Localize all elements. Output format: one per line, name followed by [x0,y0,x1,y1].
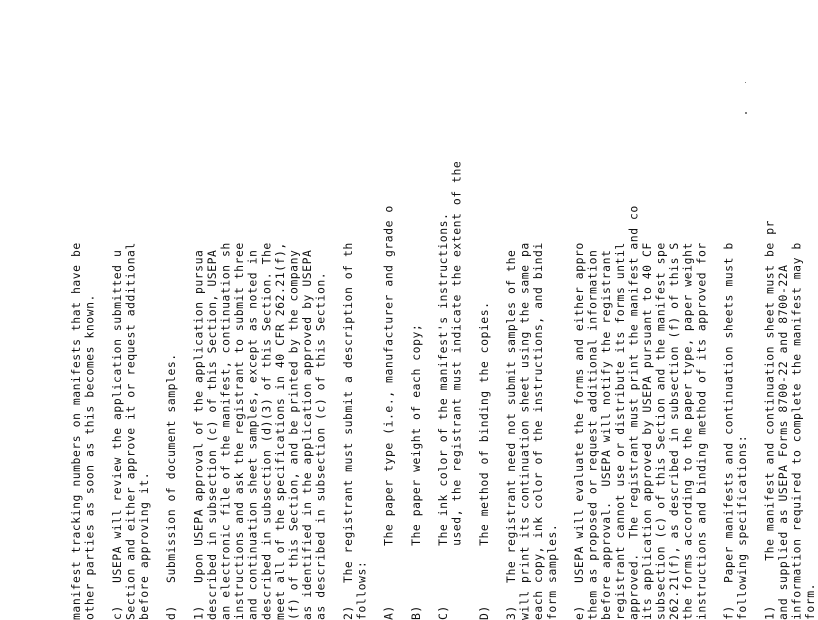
document-paragraph [70,100,97,620]
document-paragraph [573,100,709,620]
document-line: the forms according to the paper type, paper weight [680,242,695,620]
document-line: instructions and binding method of its approved for [694,242,709,620]
paragraph-gap [423,100,437,620]
paragraph-gap [179,100,193,620]
document-line: meet all of the specifications in 40 CFR 262.21(f), [272,242,287,620]
document-line: as identified in the application approved by USEPA [300,249,315,620]
document-line: f) Paper manifests and continuation sheets must b [721,242,736,620]
document-line: will print its continuation sheet using the same pa [517,242,532,620]
document-paragraph [478,100,492,620]
document-paragraph [192,100,328,620]
scan-speck [745,82,746,83]
document-line: its application approved by USEPA pursuant to 40 CF [639,242,654,620]
document-line: before approving it. [136,471,151,620]
document-line: 262.21(f), as described in subsection (f) of this S [667,242,682,620]
document-line: and continuation sheet samples, except as noted in [245,249,260,620]
document-line: each copy, ink color of the instructions, and bindi [531,242,546,620]
document-line: as described in subsection (c) of this Section. [313,271,328,620]
rotated-document-body [69,100,818,620]
document-line: 3) The registrant need not submit samples of the [504,249,518,620]
paragraph-gap [369,100,383,620]
document-line: (f) of this Section, and be printed by the company [286,249,301,620]
paragraph-gap [750,100,764,620]
paragraph-gap [464,100,478,620]
document-paragraph [505,100,559,620]
document-line: c) USEPA will review the application submitted u [109,249,124,620]
document-line: C) The ink color of the manifest's instructions. [436,212,451,620]
document-paragraph [383,100,397,620]
paragraph-gap [396,100,410,620]
document-line: an electronic file of the manifest, continuation sh [218,242,233,620]
document-line: follows: [354,560,369,620]
document-line: D) The method of binding the copies. [476,301,491,620]
document-paragraph [111,100,152,620]
document-line: used, the registrant must indicate the extent of the [449,160,464,620]
document-line: and supplied as USEPA Forms 8700-22 and 8700-22A [775,264,790,620]
document-line: Section and either approve it or request additional [123,242,138,620]
document-paragraph [342,100,369,620]
paragraph-gap [709,100,723,620]
paragraph-gap [328,100,342,620]
document-line: e) USEPA will evaluate the forms and either appro [571,242,586,620]
document-line: instructions and ask the registrant to submit three [232,242,247,620]
paragraph-gap [152,100,166,620]
document-line: A) The paper type (i.e., manufacturer and grade o [381,205,396,620]
paragraph-gap [559,100,573,620]
document-line: before approval. USEPA will notify the registrant [599,249,614,620]
document-paragraph [437,100,464,620]
document-line: d) Submission of document samples. [164,353,179,620]
document-line: registrant cannot use or distribute its forms until [612,242,627,620]
document-line: 2) The registrant must submit a description of th [340,242,355,620]
document-line: form samples. [544,523,559,620]
document-line: approved. The registrant must print the manifest and co [626,205,641,620]
document-paragraph [410,100,424,620]
document-line: B) The paper weight of each copy; [408,323,423,620]
document-line: form. [803,582,818,620]
document-paragraph [165,100,179,620]
paragraph-gap [491,100,505,620]
scan-speck [745,112,747,114]
document-line: other parties as soon as this becomes known. [82,294,97,620]
document-line: described in subsection (c) of this Section, USEPA [204,249,219,620]
document-paragraph [723,100,750,620]
document-line: manifest tracking numbers on manifests that have be [69,242,83,620]
paragraph-gap [97,100,111,620]
document-line: following specifications: [735,434,750,620]
document-line: them as proposed or request additional information [585,249,600,620]
document-line: information required to complete the manifest may b [789,242,804,620]
document-line: described in subsection (d)(3) of this Section. The [259,242,274,620]
document-line: subsection (c) of this Section and the manifest spe [653,242,668,620]
document-paragraph [763,100,817,620]
document-line: 1) Upon USEPA approval of the application pursua [191,249,206,620]
document-line: 1) The manifest and continuation sheet must be pr [762,219,777,620]
